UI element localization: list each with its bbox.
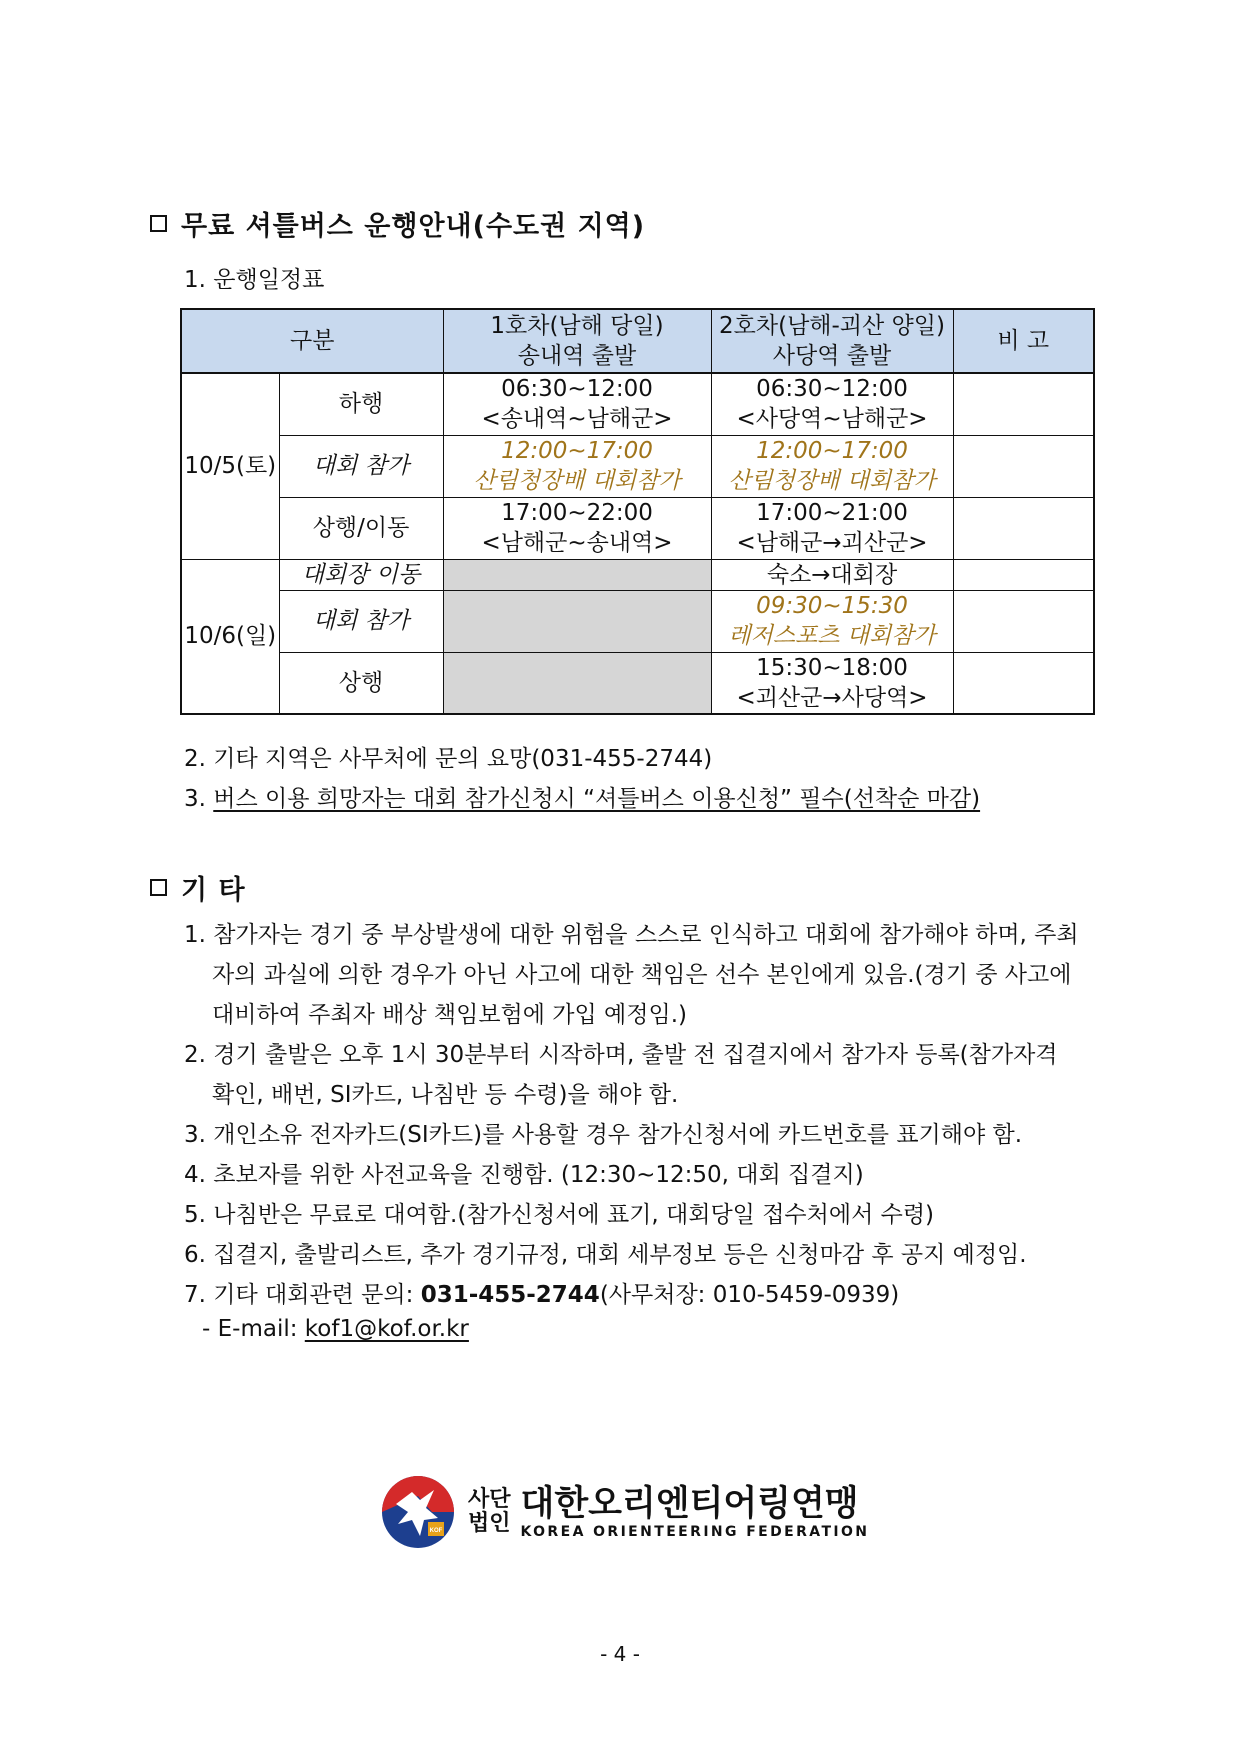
logo-name-en: KOREA ORIENTEERING FEDERATION [520, 1524, 870, 1540]
cell-bus2 [711, 590, 953, 652]
cell-route: <남해군→괴산군> [736, 530, 928, 556]
list-item-contact [184, 1276, 899, 1309]
list-item-cont: 대비하여 주최자 배상 책임보험에 가입 예정임.) [212, 1002, 687, 1028]
cell-remarks [953, 559, 1094, 590]
note-number: 3. [184, 786, 214, 812]
section-title-text: 기 타 [181, 875, 246, 906]
list-item: 4. 초보자를 위한 사전교육을 진행함. (12:30~12:50, 대회 집결지) [184, 1162, 864, 1188]
cell-bus1-empty [443, 559, 711, 590]
cell-event: 산림청장배 대회참가 [473, 468, 681, 494]
cell-route: <사당역~남해군> [736, 406, 928, 433]
table-header-row [181, 309, 1094, 373]
list-item: 3. 개인소유 전자카드(SI카드)를 사용할 경우 참가신청서에 카드번호를 표기해야 함. [184, 1122, 1023, 1148]
header-bus1-line2: 송내역 출발 [517, 343, 637, 369]
section-title-shuttle [150, 204, 645, 243]
row-label: 하행 [279, 373, 443, 435]
header-bus1-line1: 1호차(남해 당일) [490, 313, 664, 339]
list-item-cont: 확인, 배번, SI카드, 나침반 등 수령)을 해야 함. [212, 1082, 679, 1108]
header-bus2-line1: 2호차(남해-괴산 양일) [719, 313, 945, 339]
date-cell-day2: 10/6(일) [181, 559, 279, 714]
cell-bus2 [711, 497, 953, 559]
cell-time: 09:30~15:30 [756, 593, 908, 619]
note-bus-application [184, 780, 980, 813]
note-underlined-text: 버스 이용 희망자는 대회 참가신청시 “셔틀버스 이용신청” 필수(선착순 마감) [213, 786, 981, 812]
cell-bus1-empty [443, 652, 711, 714]
table-row [181, 590, 1094, 652]
cell-bus2 [711, 435, 953, 497]
note-other-regions: 2. 기타 지역은 사무처에 문의 요망(031-455-2744) [184, 746, 713, 772]
cell-bus1 [443, 373, 711, 435]
cell-remarks [953, 435, 1094, 497]
list-item: 5. 나침반은 무료로 대여함.(참가신청서에 표기, 대회당일 접수처에서 수령) [184, 1202, 935, 1228]
cell-bus2 [711, 373, 953, 435]
cell-event: 레저스포츠 대회참가 [728, 623, 936, 649]
cell-route: <송내역~남해군> [481, 406, 673, 433]
cell-time: 12:00~17:00 [501, 438, 653, 464]
header-category: 구분 [181, 309, 443, 373]
logo-name-ko: 대한오리엔티어링연맹 [520, 1484, 859, 1524]
checkbox-square-icon [150, 879, 167, 896]
cell-bus2: 숙소→대회장 [711, 559, 953, 590]
logo-corp-line2: 법인 [468, 1511, 511, 1536]
email-line [202, 1316, 469, 1342]
logo-corp-line1: 사단 [468, 1487, 511, 1512]
table-row [181, 559, 1094, 590]
list-item-cont: 자의 과실에 의한 경우가 아닌 사고에 대한 책임은 선수 본인에게 있음.(경기 중 사고에 [212, 962, 1072, 988]
contact-director: (사무처장: 010-5459-0939) [599, 1282, 900, 1308]
cell-bus2 [711, 652, 953, 714]
date-cell-day1: 10/5(토) [181, 373, 279, 559]
logo-badge-text: KOF [429, 1528, 443, 1534]
email-link[interactable]: kof1@kof.or.kr [304, 1316, 469, 1342]
cell-time: 15:30~18:00 [756, 654, 908, 681]
cell-time: 17:00~22:00 [501, 500, 653, 526]
row-label: 대회장 이동 [279, 559, 443, 590]
cell-time: 06:30~12:00 [756, 376, 908, 403]
header-remarks: 비 고 [953, 309, 1094, 373]
cell-time: 12:00~17:00 [756, 438, 908, 464]
list-item: 6. 집결지, 출발리스트, 추가 경기규정, 대회 세부정보 등은 신청마감 후 공지 예정임. [184, 1242, 1027, 1268]
row-label: 대회 참가 [279, 435, 443, 497]
list-item: 1. 참가자는 경기 중 부상발생에 대한 위험을 스스로 인식하고 대회에 참가해야 하며, 주최 [184, 922, 1079, 948]
contact-phone: 031-455-2744 [420, 1282, 600, 1308]
section-title-text: 무료 셔틀버스 운행안내(수도권 지역) [181, 211, 646, 242]
cell-remarks [953, 590, 1094, 652]
row-label: 상행/이동 [279, 497, 443, 559]
row-label: 상행 [279, 652, 443, 714]
cell-route: <남해군~송내역> [481, 530, 673, 556]
cell-event: 산림청장배 대회참가 [728, 468, 936, 494]
row-label: 대회 참가 [279, 590, 443, 652]
header-bus1 [443, 309, 711, 373]
cell-remarks [953, 373, 1094, 435]
logo-text [521, 1484, 870, 1540]
table-row [181, 652, 1094, 714]
cell-remarks [953, 497, 1094, 559]
cell-remarks [953, 652, 1094, 714]
cell-time: 06:30~12:00 [501, 376, 653, 403]
cell-bus1-empty [443, 590, 711, 652]
cell-bus1 [443, 497, 711, 559]
checkbox-square-icon [150, 215, 167, 232]
list-item: 2. 경기 출발은 오후 1시 30분부터 시작하며, 출발 전 집결지에서 참가자 등록(참가자격 [184, 1042, 1058, 1068]
shuttle-schedule-table [180, 308, 1095, 715]
logo-corp-label [468, 1488, 511, 1536]
page-number: - 4 - [600, 1642, 640, 1666]
table-row [181, 373, 1094, 435]
section-title-other [150, 868, 246, 907]
cell-route: <괴산군→사당역> [736, 684, 928, 711]
kof-logo [380, 1474, 869, 1550]
kof-emblem-icon [380, 1474, 456, 1550]
header-bus2 [711, 309, 953, 373]
header-bus2-line2: 사당역 출발 [772, 343, 892, 369]
contact-label: 7. 기타 대회관련 문의: [184, 1282, 421, 1308]
table-row [181, 497, 1094, 559]
cell-time: 17:00~21:00 [756, 500, 908, 526]
table-row [181, 435, 1094, 497]
email-label: - E-mail: [202, 1316, 305, 1342]
subheading-schedule: 1. 운행일정표 [184, 267, 325, 293]
cell-bus1 [443, 435, 711, 497]
